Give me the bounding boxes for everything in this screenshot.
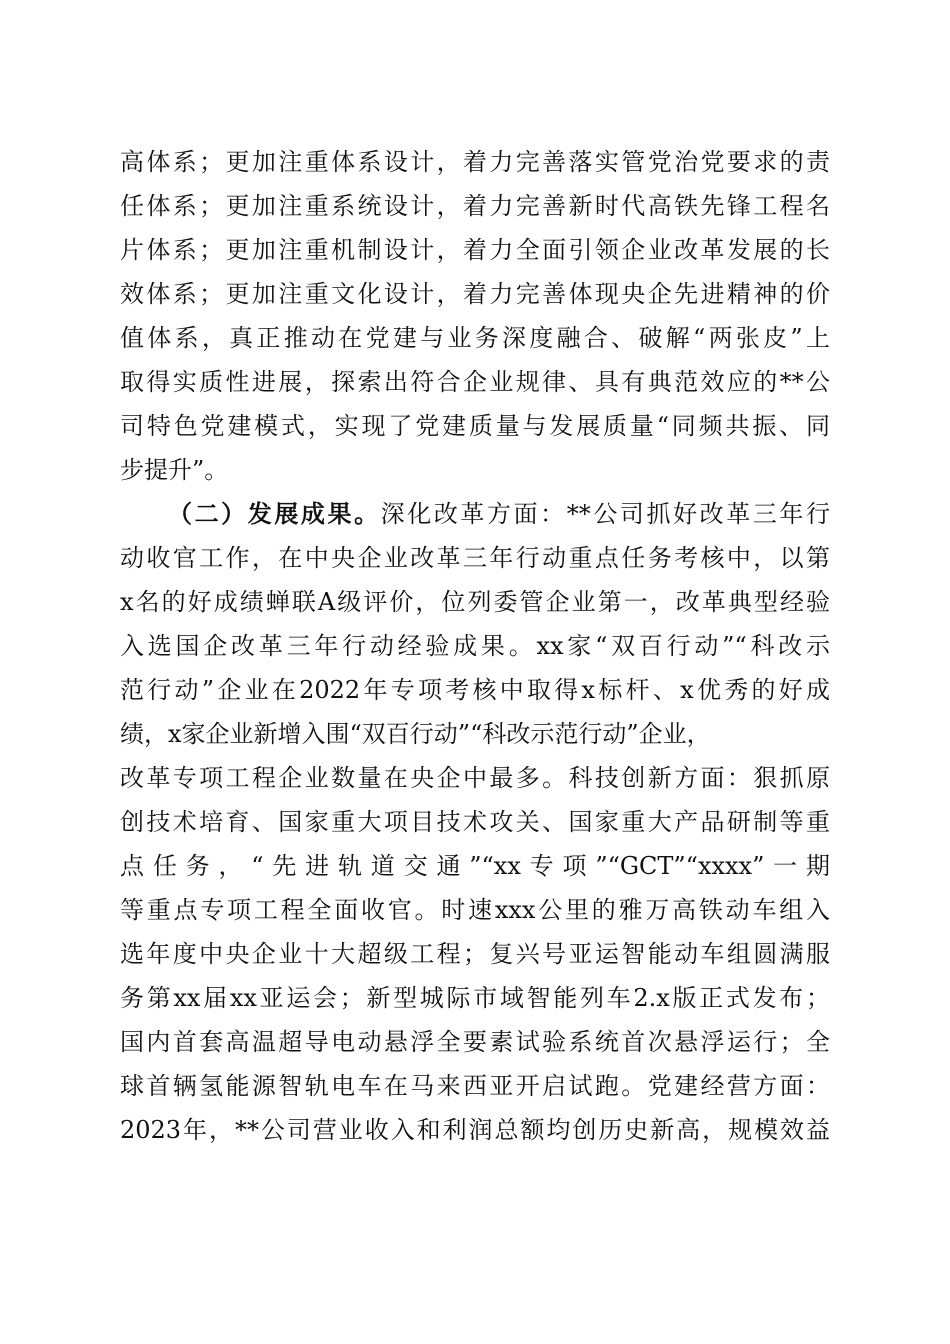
text-line: 2023年，**公司营业收入和利润总额均创历史新高，规模效益 [120, 1116, 830, 1144]
text-line-rest: 深化改革方面：**公司抓好改革三年行 [380, 500, 830, 528]
text-line: 入选国企改革三年行动经验成果。xx家“双百行动”“科改示 [120, 632, 830, 660]
paragraph-party-building-system [120, 140, 830, 492]
text-line: 片体系；更加注重机制设计，着力全面引领企业改革发展的长 [120, 236, 830, 264]
text-line: x名的好成绩蝉联A级评价，位列委管企业第一，改革典型经验 [120, 588, 830, 616]
text-line: 选年度中央企业十大超级工程；复兴号亚运智能动车组圆满服 [120, 940, 830, 968]
text-line: 值体系，真正推动在党建与业务深度融合、破解“两张皮”上 [120, 324, 830, 352]
document-body [120, 140, 830, 1152]
text-line-first [120, 492, 830, 536]
text-line: 等重点专项工程全面收官。时速xxx公里的雅万高铁动车组入 [120, 896, 830, 924]
text-line: 创技术培育、国家重大项目技术攻关、国家重大产品研制等重 [120, 808, 830, 836]
text-line: 高体系；更加注重体系设计，着力完善落实管党治党要求的责 [120, 148, 830, 176]
text-line: 取得实质性进展，探索出符合企业规律、具有典范效应的**公 [120, 368, 830, 396]
text-line: 点任务，“先进轨道交通”“xx专项”“GCT”“xxxx”一期 [120, 852, 830, 880]
text-line: 步提升”。 [120, 456, 229, 484]
text-line: 范行动”企业在2022年专项考核中取得x标杆、x优秀的好成 [120, 676, 830, 704]
section-heading: （二）发展成果。 [168, 499, 381, 528]
text-line: 司特色党建模式，实现了党建质量与发展质量“同频共振、同 [120, 412, 830, 440]
text-line: 务第xx届xx亚运会；新型城际市域智能列车2.x版正式发布； [120, 984, 830, 1012]
text-line: 国内首套高温超导电动悬浮全要素试验系统首次悬浮运行；全 [120, 1028, 830, 1056]
text-line: 任体系；更加注重系统设计，着力完善新时代高铁先锋工程名 [120, 192, 830, 220]
text-line: 球首辆氢能源智轨电车在马来西亚开启试跑。党建经营方面： [120, 1072, 830, 1100]
text-line: 改革专项工程企业数量在央企中最多。科技创新方面：狠抓原 [120, 764, 830, 792]
text-line: 效体系；更加注重文化设计，着力完善体现央企先进精神的价 [120, 280, 830, 308]
text-line: 绩，x家企业新增入围“双百行动”“科改示范行动”企业， [120, 720, 711, 748]
paragraph-development-results [120, 492, 830, 1152]
text-line: 动收官工作，在中央企业改革三年行动重点任务考核中，以第 [120, 544, 830, 572]
